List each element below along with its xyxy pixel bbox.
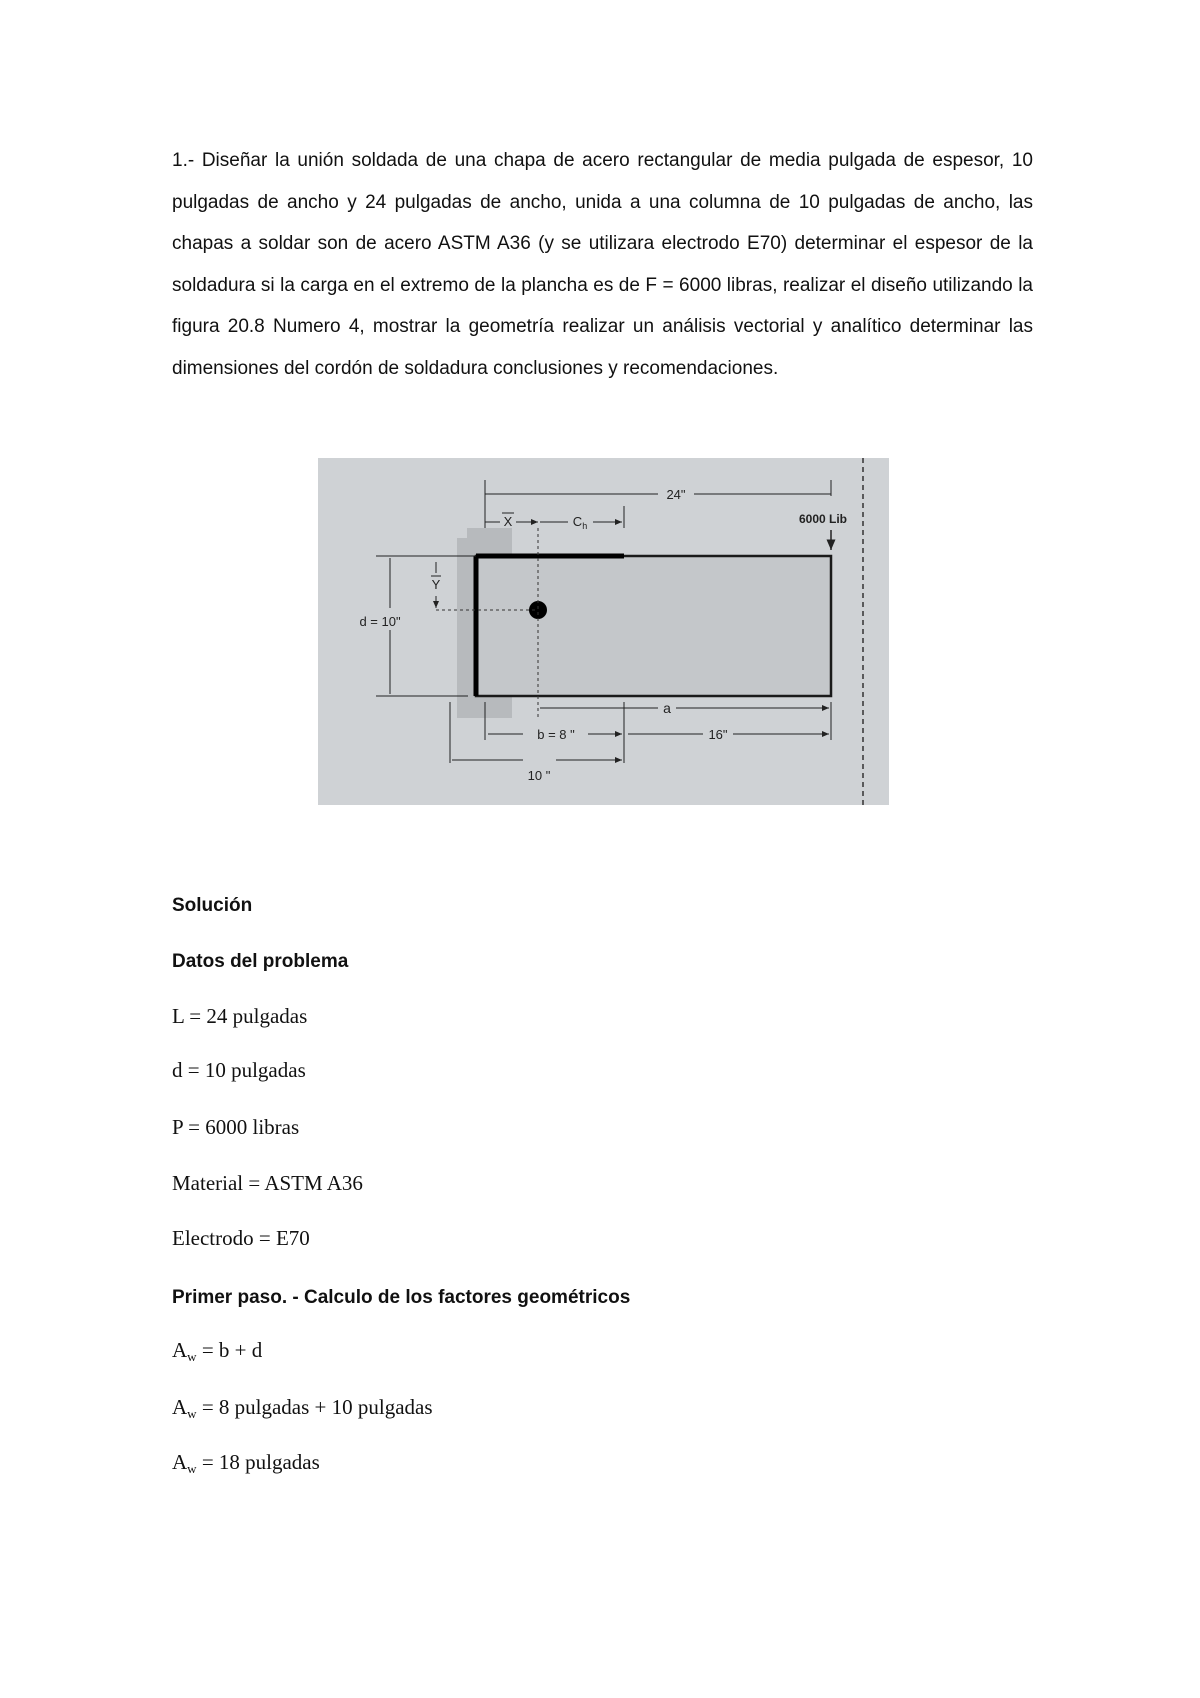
- aw-equation-1: $A_w = b + d$: [172, 1338, 263, 1364]
- step1-heading: Primer paso. - Calculo de los factores geométricos: [172, 1287, 631, 1308]
- data-width: d = 10 pulgadas: [172, 1058, 306, 1082]
- data-electrode: Electrodo = E70: [172, 1226, 310, 1250]
- problem-statement: 1.- Diseñar la unión soldada de una chapa de acero rectangular de media pulgada de espesor, 10 pulgadas de ancho y 24 pulgadas de ancho, unida a una columna de 10 pulgadas de ancho, las chapas a soldar son de acero ASTM A36 (y se utilizara electrodo E70) determinar el espesor de la soldadura si la carga en el extremo de la plancha es de F = 6000 libras, realizar el diseño utilizando la figura 20.8 Numero 4, mostrar la geometría realizar un análisis vectorial y analítico determinar las dimensiones del cordón de soldadura conclusiones y recomendaciones.: [172, 150, 1033, 379]
- column-left-edge: [457, 538, 467, 718]
- dim-16-label: 16": [708, 727, 728, 742]
- dim-a-label: a: [663, 700, 671, 716]
- dim-ybar-label: Y: [431, 577, 441, 592]
- data-load: P = 6000 libras: [172, 1115, 300, 1139]
- aw-equation-3: $A_w = 18$ pulgadas: [172, 1450, 320, 1476]
- dim-xbar-label: X: [503, 514, 513, 529]
- data-length: L = 24 pulgadas: [172, 1004, 308, 1028]
- dim-d-label: d = 10": [359, 614, 401, 629]
- load-label: 6000 Lib: [798, 512, 848, 526]
- weld-joint-figure: [318, 458, 889, 805]
- dim-b-label: b = 8 ": [537, 727, 575, 742]
- dim-24-label: 24": [666, 487, 686, 502]
- solution-heading: Solución: [172, 895, 253, 916]
- dim-ch-label: $C_h$: [572, 514, 588, 531]
- data-material: Material = ASTM A36: [172, 1171, 363, 1195]
- aw-equation-2: $A_w = 8$ pulgadas + 10 pulgadas: [172, 1395, 433, 1421]
- dim-10-label: 10 ": [527, 768, 551, 783]
- plate-shape: [476, 556, 831, 696]
- data-heading: Datos del problema: [172, 951, 349, 972]
